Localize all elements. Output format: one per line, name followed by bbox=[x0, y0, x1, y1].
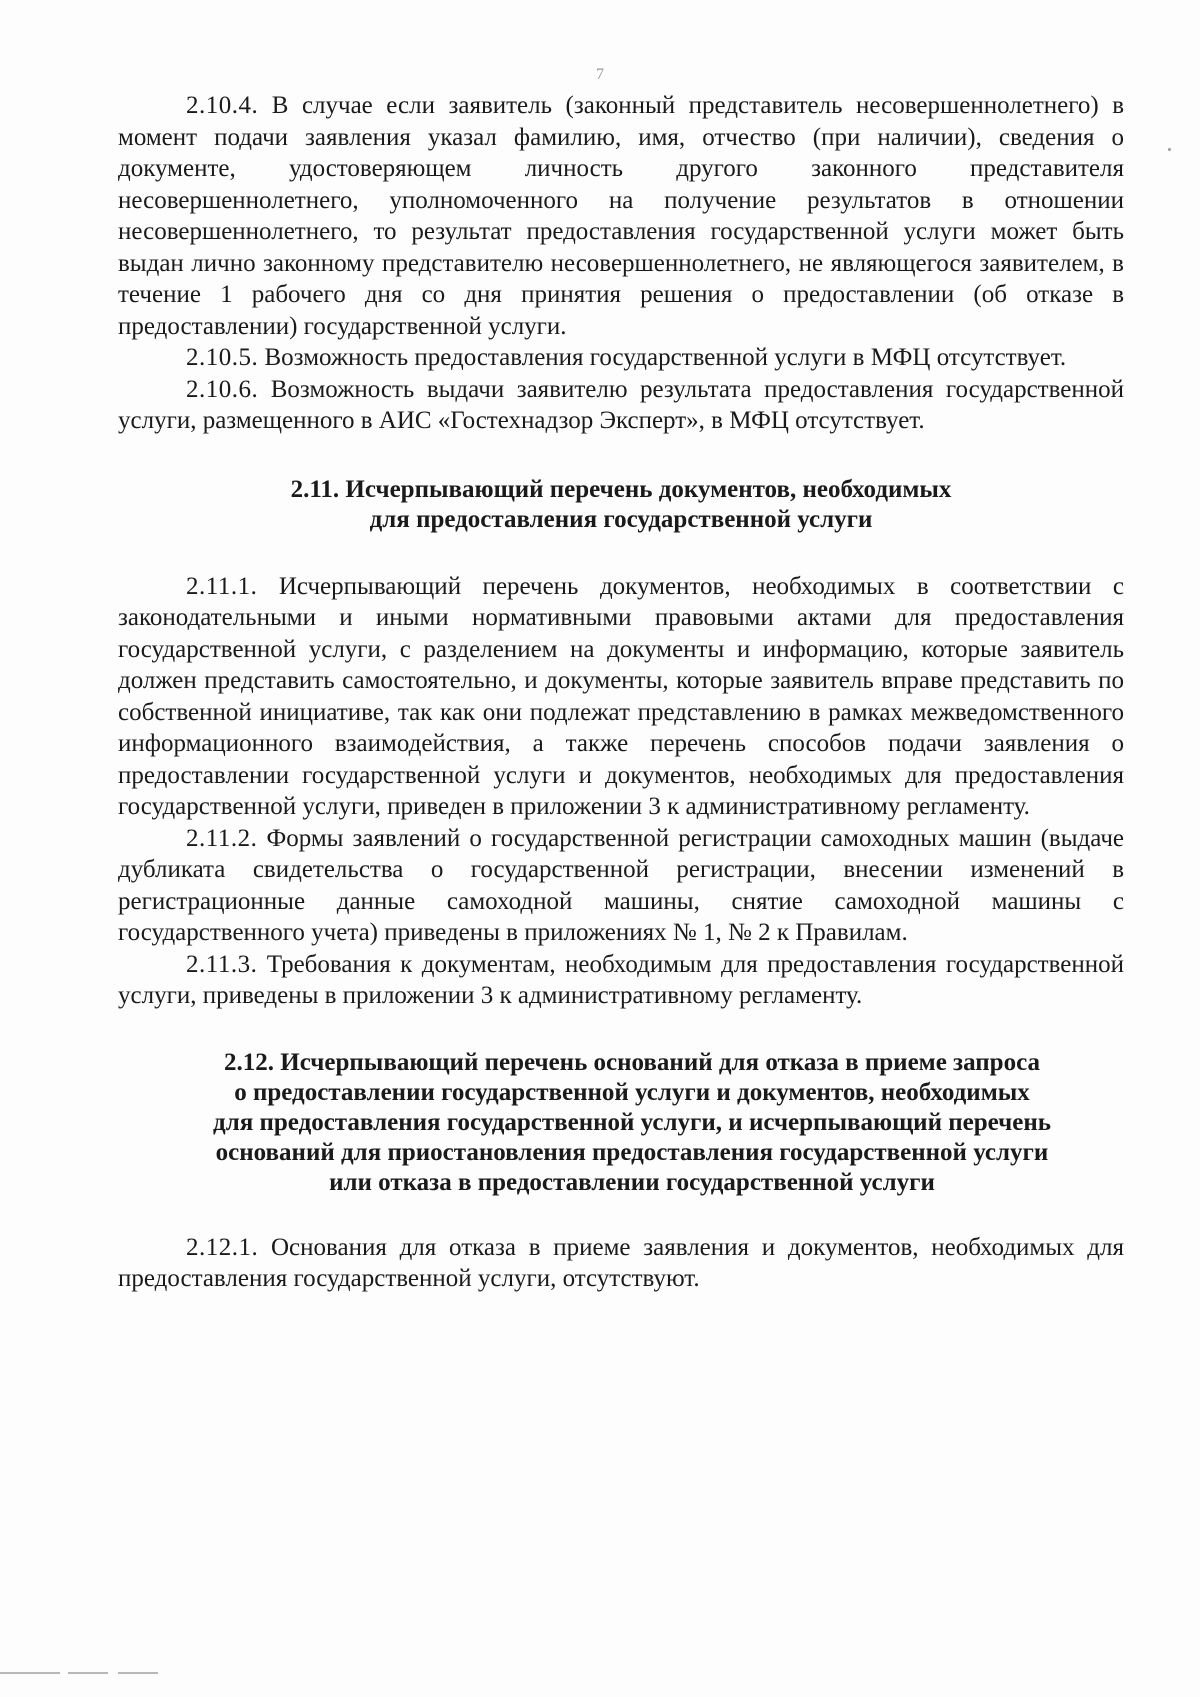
heading-line: или отказа в предоставлении государственной услуги bbox=[329, 1168, 935, 1196]
clause-number: 2.10.4. bbox=[186, 92, 259, 119]
section-heading-2-11 bbox=[118, 475, 1124, 535]
clause-number: 2.11.3. bbox=[186, 950, 258, 978]
scan-artifact-line bbox=[118, 1672, 158, 1674]
clause-number: 2.10.5. bbox=[186, 344, 259, 371]
clause-number: 2.12.1. bbox=[186, 1233, 259, 1261]
heading-line: для предоставления государственной услуги bbox=[369, 505, 873, 533]
scan-artifact-line bbox=[68, 1672, 108, 1674]
paragraph-2-12-1 bbox=[118, 1232, 1124, 1295]
clause-text: Требования к документам, необходимым для предоставления государственной услуги, приведены в приложении 3 к административному регламенту. bbox=[118, 950, 1124, 1009]
clause-text: Формы заявлений о государственной регистрации самоходных машин (выдаче дубликата свидетельства о государственной регистрации, внесении изменений в регистрационные данные самоходной машины, снятие самоходной машины с государственного учета) приведены в приложениях № 1, № 2 к Правилам. bbox=[118, 824, 1124, 946]
clause-text: Возможность предоставления государственной услуги в МФЦ отсутствует. bbox=[258, 344, 1067, 371]
page-number: 7 bbox=[596, 66, 604, 83]
clause-text: Исчерпывающий перечень документов, необходимых в соответствии с законодательными и иными нормативными правовыми актами для предоставления государственной услуги, с разделением на документы и информацию, которые заявитель должен представить самостоятельно, и документы, которые заявитель вправе представить по собственной инициативе, так как они подлежат представлению в рамках межведомственного информационного взаимодействия, а также перечень способов подачи заявления о предоставлении государственной услуги и документов, необходимых для предоставления государственной услуги, приведен в приложении 3 к административному регламенту. bbox=[118, 572, 1124, 820]
paragraph-2-11-3 bbox=[118, 949, 1124, 1012]
clause-text: В случае если заявитель (законный представитель несовершеннолетнего) в момент подачи заявления указал фамилию, имя, отчество (при наличии), сведения о документе, удостоверяющем личность другого законного представителя несовершеннолетнего, уполномоченного на получение результатов в отношении несовершеннолетнего, то результат предоставления государственной услуги может быть выдан лично законному представителю несовершеннолетнего, не являющегося заявителем, в течение 1 рабочего дня со дня принятия решения о предоставлении (об отказе в предоставлении) государственной услуги. bbox=[118, 92, 1124, 340]
heading-line: 2.11. Исчерпывающий перечень документов, необходимых bbox=[290, 475, 952, 503]
clause-number: 2.11.2. bbox=[186, 824, 258, 852]
paragraph-2-10-4 bbox=[118, 90, 1124, 342]
paragraph-2-11-1 bbox=[118, 571, 1124, 823]
paragraph-2-10-6 bbox=[118, 374, 1124, 437]
scan-artifact-line bbox=[0, 1672, 60, 1674]
heading-line: 2.12. Исчерпывающий перечень оснований для отказа в приеме запроса bbox=[224, 1048, 1040, 1076]
section-heading-2-12 bbox=[118, 1048, 1124, 1198]
scan-speck bbox=[1168, 148, 1171, 151]
paragraph-2-11-2 bbox=[118, 823, 1124, 949]
heading-line: о предоставлении государственной услуги и документов, необходимых bbox=[234, 1078, 1030, 1106]
document-body bbox=[118, 90, 1124, 1295]
heading-line: оснований для приостановления предоставления государственной услуги bbox=[215, 1138, 1049, 1166]
clause-text: Основания для отказа в приеме заявления и документов, необходимых для предоставления государственной услуги, отсутствуют. bbox=[118, 1233, 1124, 1292]
paragraph-2-10-5 bbox=[118, 342, 1124, 374]
clause-text: Возможность выдачи заявителю результата предоставления государственной услуги, размещенного в АИС «Гостехнадзор Эксперт», в МФЦ отсутствует. bbox=[118, 375, 1124, 434]
clause-number: 2.10.6. bbox=[186, 375, 259, 403]
heading-line: для предоставления государственной услуги, и исчерпывающий перечень bbox=[213, 1108, 1051, 1136]
clause-number: 2.11.1. bbox=[186, 572, 258, 600]
